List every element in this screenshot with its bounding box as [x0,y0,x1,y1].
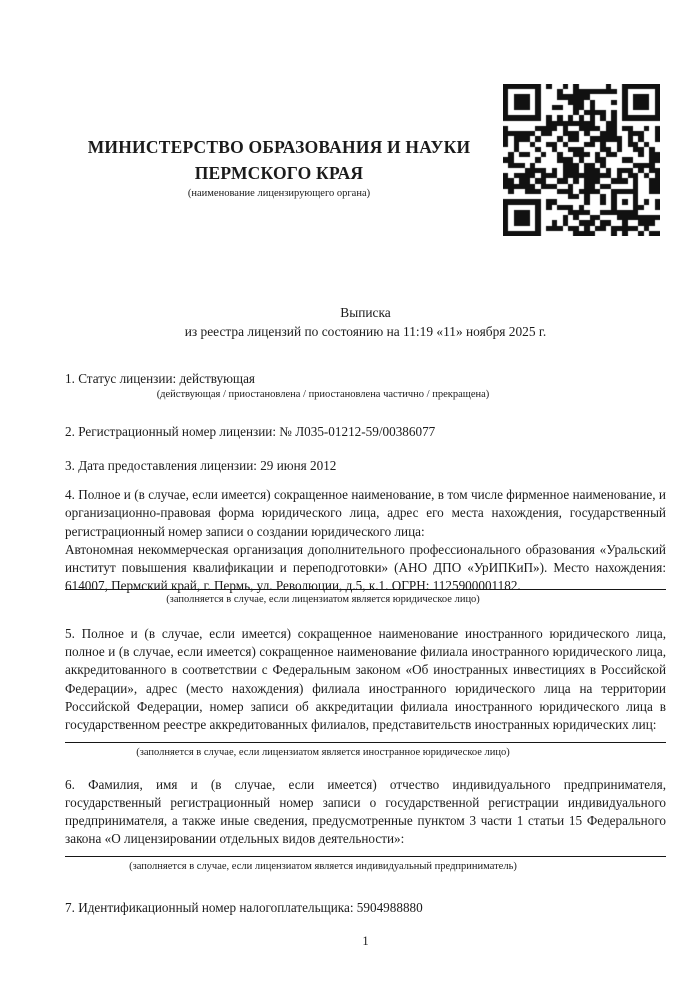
foreign-entity-caption: (заполняется в случае, если лицензиатом является иностранное юридическое лицо) [136,746,510,758]
foreign-entity-underline [65,742,666,743]
ministry-name-line1: МИНИСТЕРСТВО ОБРАЗОВАНИЯ И НАУКИ [87,137,471,157]
entrepreneur-caption: (заполняется в случае, если лицензиатом является индивидуальный предприниматель) [129,860,517,872]
legal-entity-caption: (заполняется в случае, если лицензиатом является юридическое лицо) [166,593,480,605]
item-foreign-entity [65,625,666,735]
title-line2: из реестра лицензий по состоянию на 11:19 «11» ноября 2025 г. [184,324,547,339]
licensing-authority-block [65,134,493,200]
entrepreneur-underline [65,856,666,857]
license-status-hint: (действующая / приостановлена / приостановлена частично / прекращена) [156,389,490,400]
foreign-entity-empty-value [65,735,666,742]
item-license-status: 1. Статус лицензии: действующая [65,371,256,386]
item-license-date: 3. Дата предоставления лицензии: 29 июня 2012 [65,458,337,473]
page-number: 1 [362,933,369,948]
qr-code-icon [503,84,660,236]
title-line1: Выписка [340,305,391,320]
ministry-name-line2: ПЕРМСКОГО КРАЯ [194,163,364,183]
document-header [65,84,666,236]
item-legal-entity [65,486,666,596]
foreign-entity-label: 5. Полное и (в случае, если имеется) сокращенное наименование иностранного юридического лица, полное и (в случае, если имеется) сокращенное наименование филиала иностранного юридического лица, аккредитованного в соответствии с Федеральным законом «Об иностранных инвестициях в Российской Федерации», адрес (место нахождения) филиала иностранного юридического лица на территории Российской Федерации, номер записи об аккредитации филиала иностранного юридического лица в государственном реестре аккредитованных филиалов, представительств иностранных юридических лиц: [65,625,666,733]
legal-entity-value: Автономная некоммерческая организация дополнительного профессионального образования «Уральский институт повышения квалификации и переподготовки» (АНО ДПО «УрИПКиП»). Место нахождения: 614007, Пермский край, г. Пермь, ул. Революции, д.5, к.1. ОГРН: 1125900001182. [65,541,666,594]
item-registration-number: 2. Регистрационный номер лицензии: № Л035-01212-59/00386077 [65,424,436,439]
item-taxpayer-number: 7. Идентификационный номер налогоплательщика: 5904988880 [65,899,423,915]
item-individual-entrepreneur [65,776,666,849]
document-title [65,303,666,341]
authority-caption: (наименование лицензирующего органа) [187,188,371,199]
legal-entity-label: 4. Полное и (в случае, если имеется) сокращенное наименование, в том числе фирменное наименование, и организационно-правовая форма юридического лица, адрес его места нахождения, государственный регистрационный номер записи о создании юридического лица: [65,487,666,539]
entrepreneur-label: 6. Фамилия, имя и (в случае, если имеется) отчество индивидуального предпринимателя, государственный регистрационный номер записи о государственной регистрации индивидуального предпринимателя, а также иные сведения, предусмотренные пунктом 3 части 1 статьи 15 Федерального закона «О лицензировании отдельных видов деятельности»: [65,776,666,847]
